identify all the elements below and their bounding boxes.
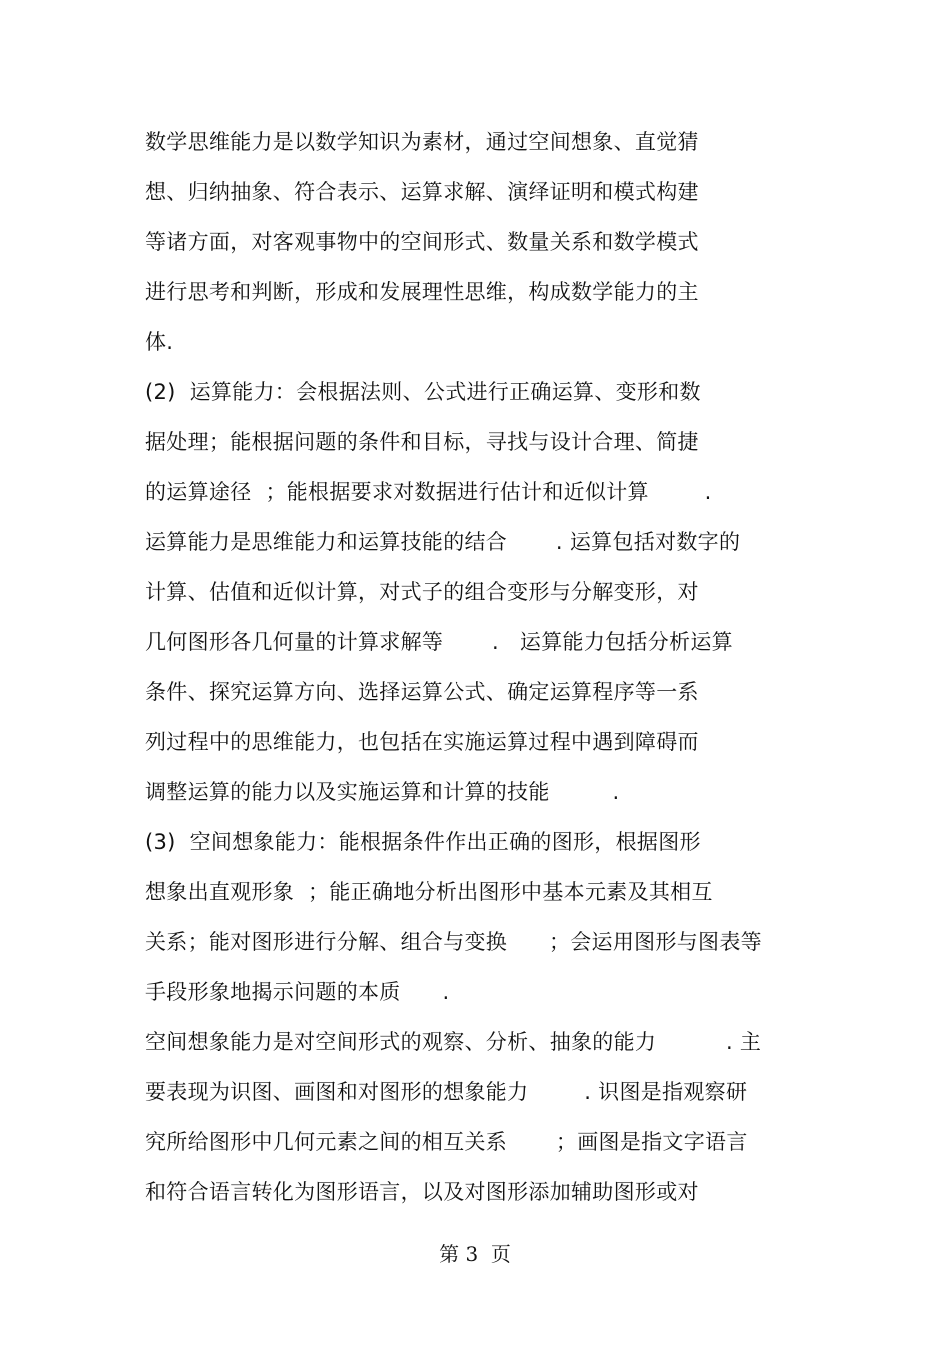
text-line: (3) 空间想象能力：能根据条件作出正确的图形，根据图形 xyxy=(145,830,701,854)
text-line: 列过程中的思维能力，也包括在实施运算过程中遇到障碍而 xyxy=(145,730,699,754)
text-line: 计算、估值和近似计算，对式子的组合变形与分解变形，对 xyxy=(145,580,699,604)
text-line: 体. xyxy=(145,330,174,354)
text-line: 运算能力是思维能力和运算技能的结合 . 运算包括对数字的 xyxy=(145,530,741,554)
text-line: 进行思考和判断，形成和发展理性思维，构成数学能力的主 xyxy=(145,280,699,304)
text-line: 手段形象地揭示问题的本质 . xyxy=(145,980,450,1004)
text-line: 数学思维能力是以数学知识为素材，通过空间想象、直觉猜 xyxy=(145,130,699,154)
page-number: 第 3 页 xyxy=(439,1242,511,1266)
text-line: 等诸方面，对客观事物中的空间形式、数量关系和数学模式 xyxy=(145,230,699,254)
text-line: (2) 运算能力：会根据法则、公式进行正确运算、变形和数 xyxy=(145,380,701,404)
text-line: 和符合语言转化为图形语言，以及对图形添加辅助图形或对 xyxy=(145,1180,699,1204)
text-line: 想象出直观形象 ；能正确地分析出图形中基本元素及其相互 xyxy=(145,880,713,904)
text-line: 的运算途径 ；能根据要求对数据进行估计和近似计算 . xyxy=(145,480,712,504)
text-line: 空间想象能力是对空间形式的观察、分析、抽象的能力 . 主 xyxy=(145,1030,762,1054)
text-line: 想、归纳抽象、符合表示、运算求解、演绎证明和模式构建 xyxy=(145,180,699,204)
text-line: 几何图形各几何量的计算求解等 . 运算能力包括分析运算 xyxy=(145,630,733,654)
text-line: 关系；能对图形进行分解、组合与变换 ；会运用图形与图表等 xyxy=(145,930,762,954)
text-line: 究所给图形中几何元素之间的相互关系 ；画图是指文字语言 xyxy=(145,1130,748,1154)
text-line: 调整运算的能力以及实施运算和计算的技能 . xyxy=(145,780,620,804)
text-line: 条件、探究运算方向、选择运算公式、确定运算程序等一系 xyxy=(145,680,699,704)
text-line: 要表现为识图、画图和对图形的想象能力 . 识图是指观察研 xyxy=(145,1080,748,1104)
text-line: 据处理；能根据问题的条件和目标，寻找与设计合理、简捷 xyxy=(145,430,699,454)
